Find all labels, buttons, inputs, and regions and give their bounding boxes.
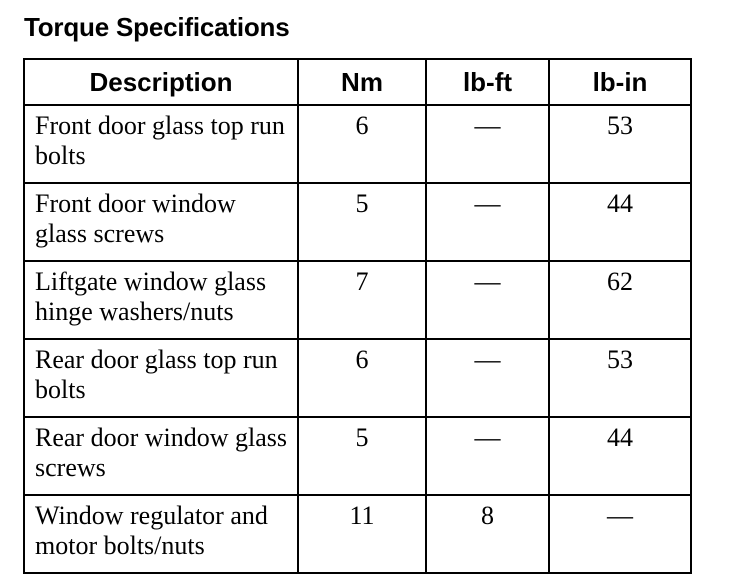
header-lb-in: lb-in — [549, 59, 691, 105]
table-row — [24, 183, 691, 261]
cell-lb-ft: 8 — [426, 495, 549, 573]
cell-nm: 7 — [298, 261, 426, 339]
header-description: Description — [24, 59, 298, 105]
table-row — [24, 495, 691, 573]
page-title: Torque Specifications — [24, 12, 290, 42]
cell-lb-ft: — — [426, 105, 549, 183]
cell-description: Front door window glass screws — [24, 183, 298, 261]
cell-description: Rear door window glass screws — [24, 417, 298, 495]
header-nm: Nm — [298, 59, 426, 105]
table-header-row — [24, 59, 691, 105]
torque-spec-table — [23, 58, 692, 574]
cell-lb-ft: — — [426, 339, 549, 417]
cell-lb-in: 53 — [549, 339, 691, 417]
cell-lb-in: 53 — [549, 105, 691, 183]
cell-description: Front door glass top run bolts — [24, 105, 298, 183]
cell-lb-ft: — — [426, 417, 549, 495]
cell-lb-in: 62 — [549, 261, 691, 339]
cell-lb-in: — — [549, 495, 691, 573]
cell-description: Rear door glass top run bolts — [24, 339, 298, 417]
table-row — [24, 417, 691, 495]
cell-nm: 5 — [298, 417, 426, 495]
cell-nm: 6 — [298, 339, 426, 417]
cell-lb-in: 44 — [549, 183, 691, 261]
cell-nm: 11 — [298, 495, 426, 573]
cell-description: Window regulator and motor bolts/nuts — [24, 495, 298, 573]
cell-lb-in: 44 — [549, 417, 691, 495]
table-row — [24, 261, 691, 339]
cell-lb-ft: — — [426, 261, 549, 339]
cell-lb-ft: — — [426, 183, 549, 261]
header-lb-ft: lb-ft — [426, 59, 549, 105]
cell-nm: 5 — [298, 183, 426, 261]
table-row — [24, 105, 691, 183]
cell-nm: 6 — [298, 105, 426, 183]
cell-description: Liftgate window glass hinge washers/nuts — [24, 261, 298, 339]
table-row — [24, 339, 691, 417]
